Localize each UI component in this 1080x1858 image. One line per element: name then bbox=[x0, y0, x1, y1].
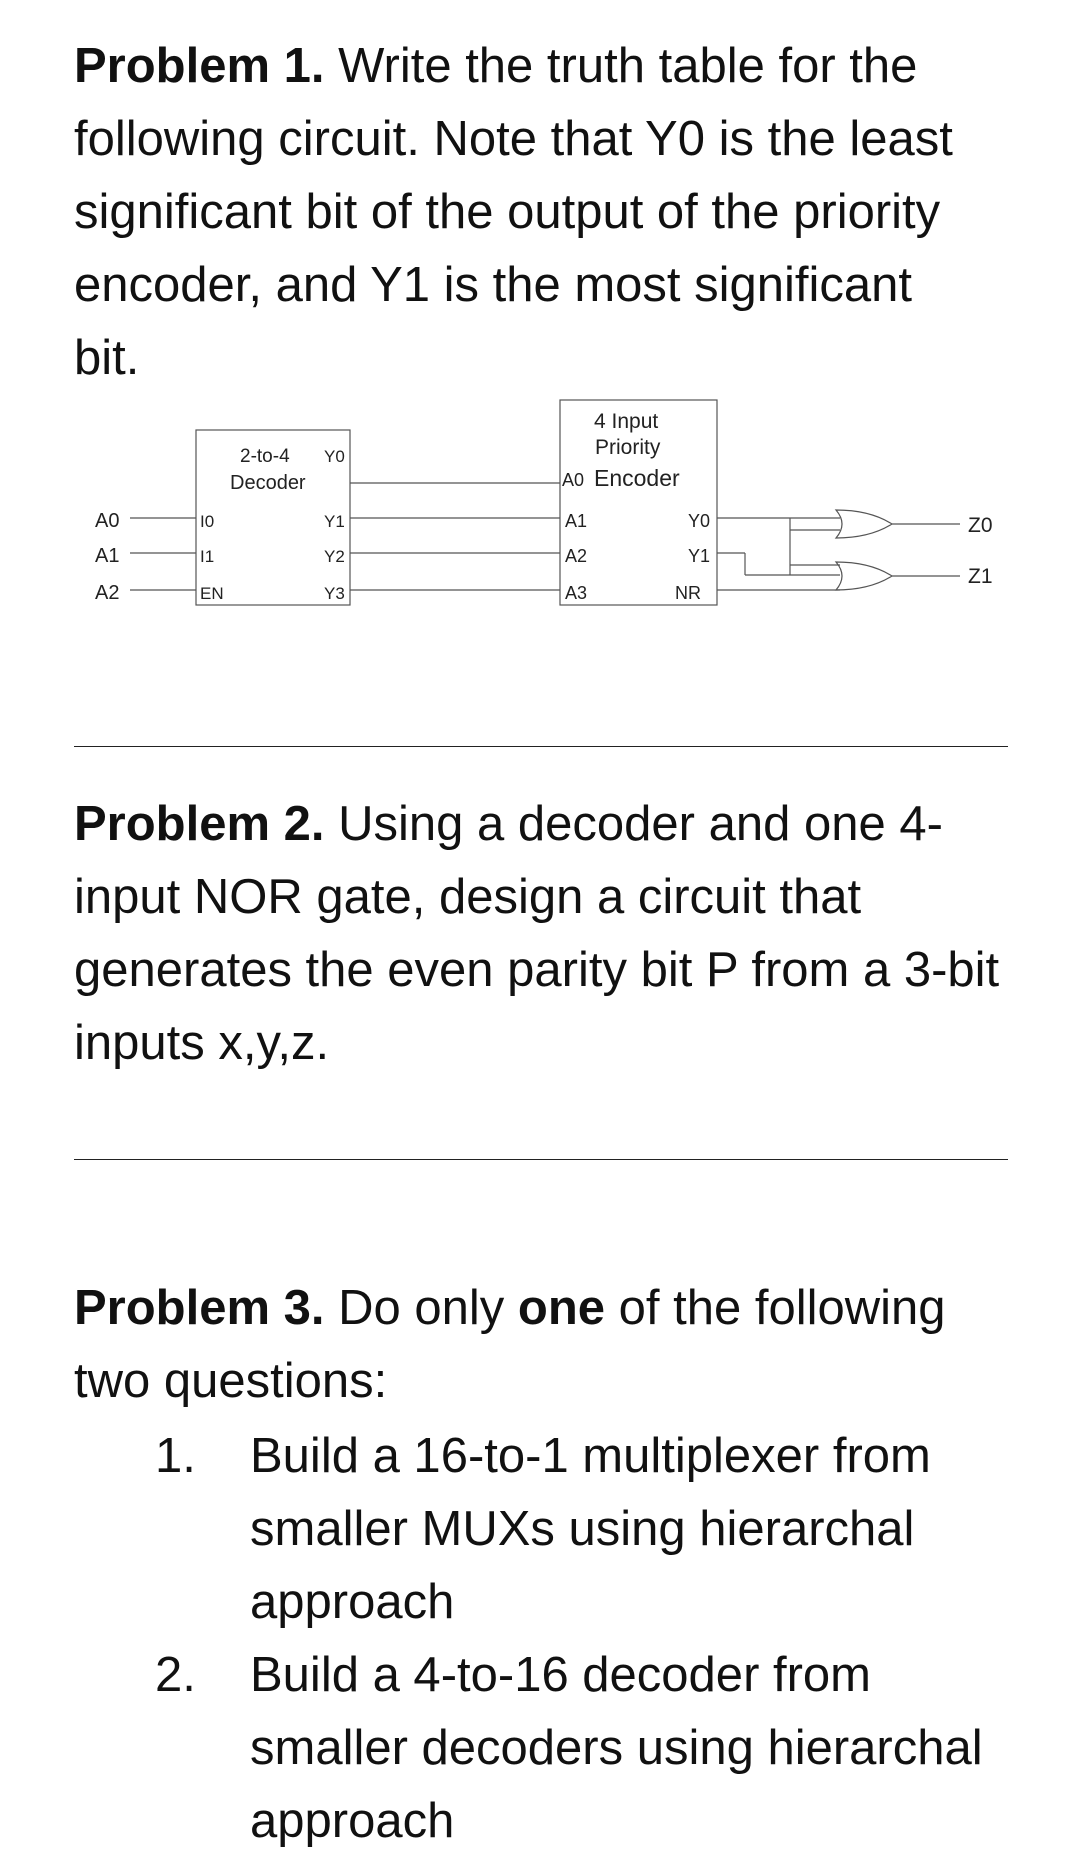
problem-1-text bbox=[74, 30, 974, 395]
encoder-title-1: 4 Input bbox=[594, 410, 659, 433]
decoder-input-i1: I1 bbox=[200, 547, 215, 566]
list-item-number: 2. bbox=[155, 1648, 196, 1702]
decoder-input-en: EN bbox=[200, 584, 224, 603]
encoder-input-a2: A2 bbox=[565, 546, 588, 566]
output-label-z0: Z0 bbox=[968, 514, 993, 537]
problem-2-label: Problem 2. bbox=[74, 797, 325, 851]
list-item-number: 1. bbox=[155, 1429, 196, 1483]
decoder-output-y3: Y3 bbox=[324, 584, 345, 603]
decoder-input-i0: I0 bbox=[200, 512, 215, 531]
problem-2-text bbox=[74, 788, 1014, 1080]
input-label-a1: A1 bbox=[95, 545, 120, 567]
problem-3-label: Problem 3. bbox=[74, 1281, 325, 1335]
encoder-input-a3: A3 bbox=[565, 583, 588, 603]
decoder-title-1: 2-to-4 bbox=[240, 446, 290, 467]
problem-3-body-after: of the following two questions: bbox=[74, 1281, 946, 1408]
list-item bbox=[155, 1639, 1010, 1858]
encoder-output-y0: Y0 bbox=[688, 511, 711, 531]
problem-1-body: Write the truth table for the following circuit. Note that Y0 is the least significant bit of the output of the priority encoder, and Y1 is the most significant bit. bbox=[74, 39, 953, 385]
problem-2-body: Using a decoder and one 4-input NOR gate, design a circuit that generates the even parity bit P from a 3-bit inputs x,y,z. bbox=[74, 797, 1000, 1070]
problem-3-text bbox=[74, 1272, 974, 1418]
encoder-title-3: Encoder bbox=[594, 465, 680, 491]
decoder-title-2: Decoder bbox=[230, 472, 306, 494]
list-item-text: Build a 16-to-1 multiplexer from smaller MUXs using hierarchal approach bbox=[250, 1429, 931, 1629]
list-item-text: Build a 4-to-16 decoder from smaller decoders using hierarchal approach bbox=[250, 1648, 983, 1848]
problem-3-emphasis: one bbox=[517, 1281, 606, 1335]
decoder-output-y2: Y2 bbox=[324, 547, 345, 566]
or-gate-z0 bbox=[836, 510, 892, 538]
circuit-diagram bbox=[0, 390, 1080, 630]
input-label-a2: A2 bbox=[95, 582, 120, 604]
output-label-z1: Z1 bbox=[968, 565, 993, 588]
divider-2 bbox=[74, 1159, 1008, 1160]
decoder-output-y1: Y1 bbox=[324, 512, 345, 531]
encoder-input-a1: A1 bbox=[565, 511, 588, 531]
problem-3-options-list bbox=[155, 1420, 1010, 1858]
divider-1 bbox=[74, 746, 1008, 747]
encoder-title-2: Priority bbox=[595, 436, 661, 459]
input-label-a0: A0 bbox=[95, 510, 120, 532]
list-item bbox=[155, 1420, 1010, 1639]
or-gate-z1 bbox=[836, 562, 892, 590]
encoder-output-y1: Y1 bbox=[688, 546, 711, 566]
encoder-output-nr: NR bbox=[675, 583, 701, 603]
decoder-output-y0: Y0 bbox=[324, 447, 345, 466]
problem-3-body-before: Do only bbox=[324, 1281, 518, 1335]
encoder-input-a0: A0 bbox=[562, 470, 585, 490]
problem-1-label: Problem 1. bbox=[74, 39, 325, 93]
